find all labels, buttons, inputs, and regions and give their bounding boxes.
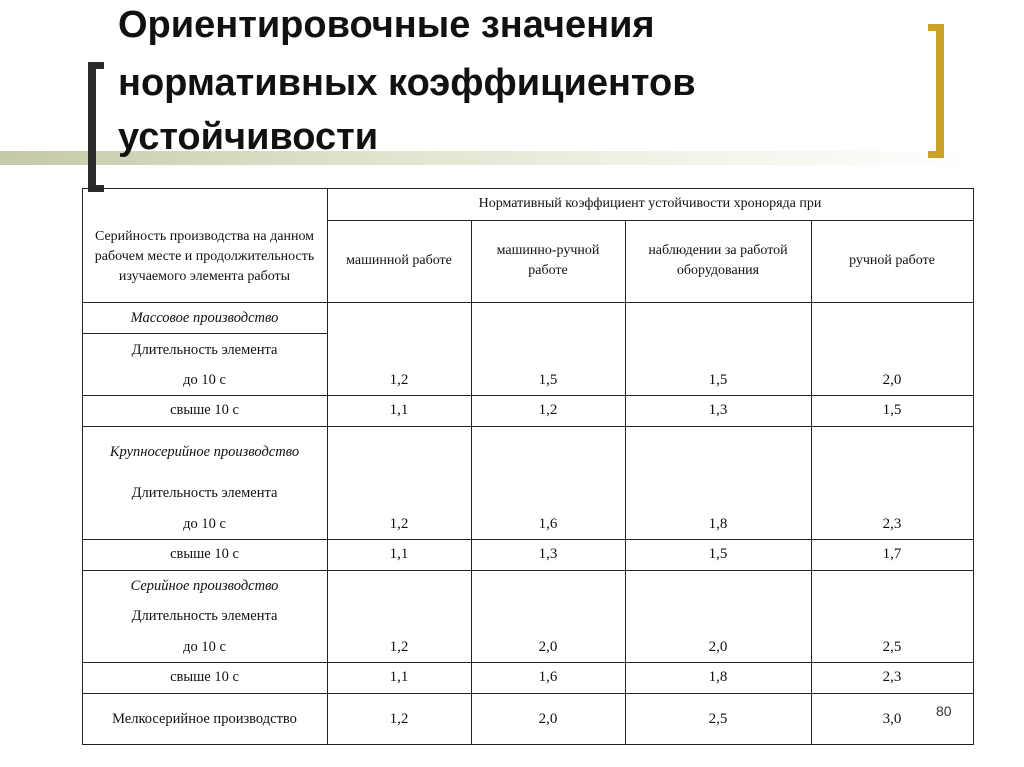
table-bottom-border	[82, 744, 974, 745]
coefficient-value: 3,0	[882, 710, 902, 727]
row-label: до 10 с	[183, 372, 226, 388]
coefficient-value: 1,6	[538, 515, 558, 532]
coefficient-value: 2,5	[708, 710, 728, 727]
column-header-3: наблюдении за работой оборудования	[648, 243, 788, 278]
coefficient-value: 1,2	[389, 515, 409, 532]
row-label: свыше 10 с	[170, 402, 239, 418]
coefficient-value: 1,1	[389, 669, 409, 685]
slide-title-line-3: устойчивости	[118, 116, 379, 158]
coefficient-value: 1,5	[538, 372, 558, 388]
section-name-2: Крупносерийное производство	[109, 443, 300, 460]
coefficient-value: 1,8	[708, 515, 728, 532]
page-number: 80	[936, 703, 952, 719]
slide-title-line-2: нормативных коэффициентов	[118, 62, 696, 104]
row-label: свыше 10 с	[170, 669, 239, 685]
slide-title-line-1: Ориентировочные значения	[118, 4, 655, 46]
coefficient-value: 1,8	[708, 669, 728, 685]
coefficient-value: 2,0	[708, 638, 728, 655]
coefficient-value: 1,3	[708, 402, 728, 418]
coefficient-value: 1,2	[389, 710, 409, 727]
section-rule	[82, 570, 974, 571]
duration-label: Длительность элемента	[131, 608, 278, 624]
left-bracket-decoration	[88, 62, 104, 192]
coefficient-value: 2,0	[538, 710, 558, 727]
coefficient-value: 1,2	[538, 402, 558, 418]
column-header-2: машинно-ручной работе	[496, 243, 600, 278]
right-bracket-decoration	[928, 24, 944, 158]
section-name-rule	[82, 333, 328, 334]
coefficient-value: 1,1	[389, 546, 409, 562]
row-header-label: Серийность производства на данном рабочем месте и продолжительность изучаемого элемента работы	[94, 229, 315, 284]
section-name-1: Массовое производство	[130, 310, 279, 326]
last-row-label: Мелкосерийное производство	[112, 710, 297, 727]
coefficient-value: 1,2	[389, 638, 409, 655]
coefficient-value: 2,0	[538, 638, 558, 655]
coefficient-value: 1,2	[389, 372, 409, 388]
coefficient-value: 1,5	[708, 372, 728, 388]
coefficient-value: 1,5	[708, 546, 728, 562]
column-header-1: машинной работе	[346, 253, 452, 268]
coefficient-value: 1,5	[882, 402, 902, 418]
coefficient-value: 2,0	[882, 372, 902, 388]
row-label: свыше 10 с	[170, 546, 239, 562]
coefficient-value: 1,1	[389, 402, 409, 418]
coefficient-value: 2,5	[882, 638, 902, 655]
section-name-3: Серийное производство	[130, 577, 279, 594]
group-header-label: Нормативный коэффициент устойчивости хронорядa при	[478, 196, 822, 211]
duration-label: Длительность элемента	[131, 342, 278, 358]
coefficient-value: 2,3	[882, 515, 902, 532]
coefficient-value: 1,6	[538, 669, 558, 685]
coefficient-value: 1,3	[538, 546, 558, 562]
coefficient-value: 1,7	[882, 546, 902, 562]
row-label: до 10 с	[183, 515, 226, 532]
duration-label: Длительность элемента	[131, 485, 278, 501]
section-rule	[82, 426, 974, 427]
row-label: до 10 с	[183, 638, 226, 655]
column-header-4: ручной работе	[849, 253, 935, 268]
coefficient-value: 2,3	[882, 669, 902, 685]
